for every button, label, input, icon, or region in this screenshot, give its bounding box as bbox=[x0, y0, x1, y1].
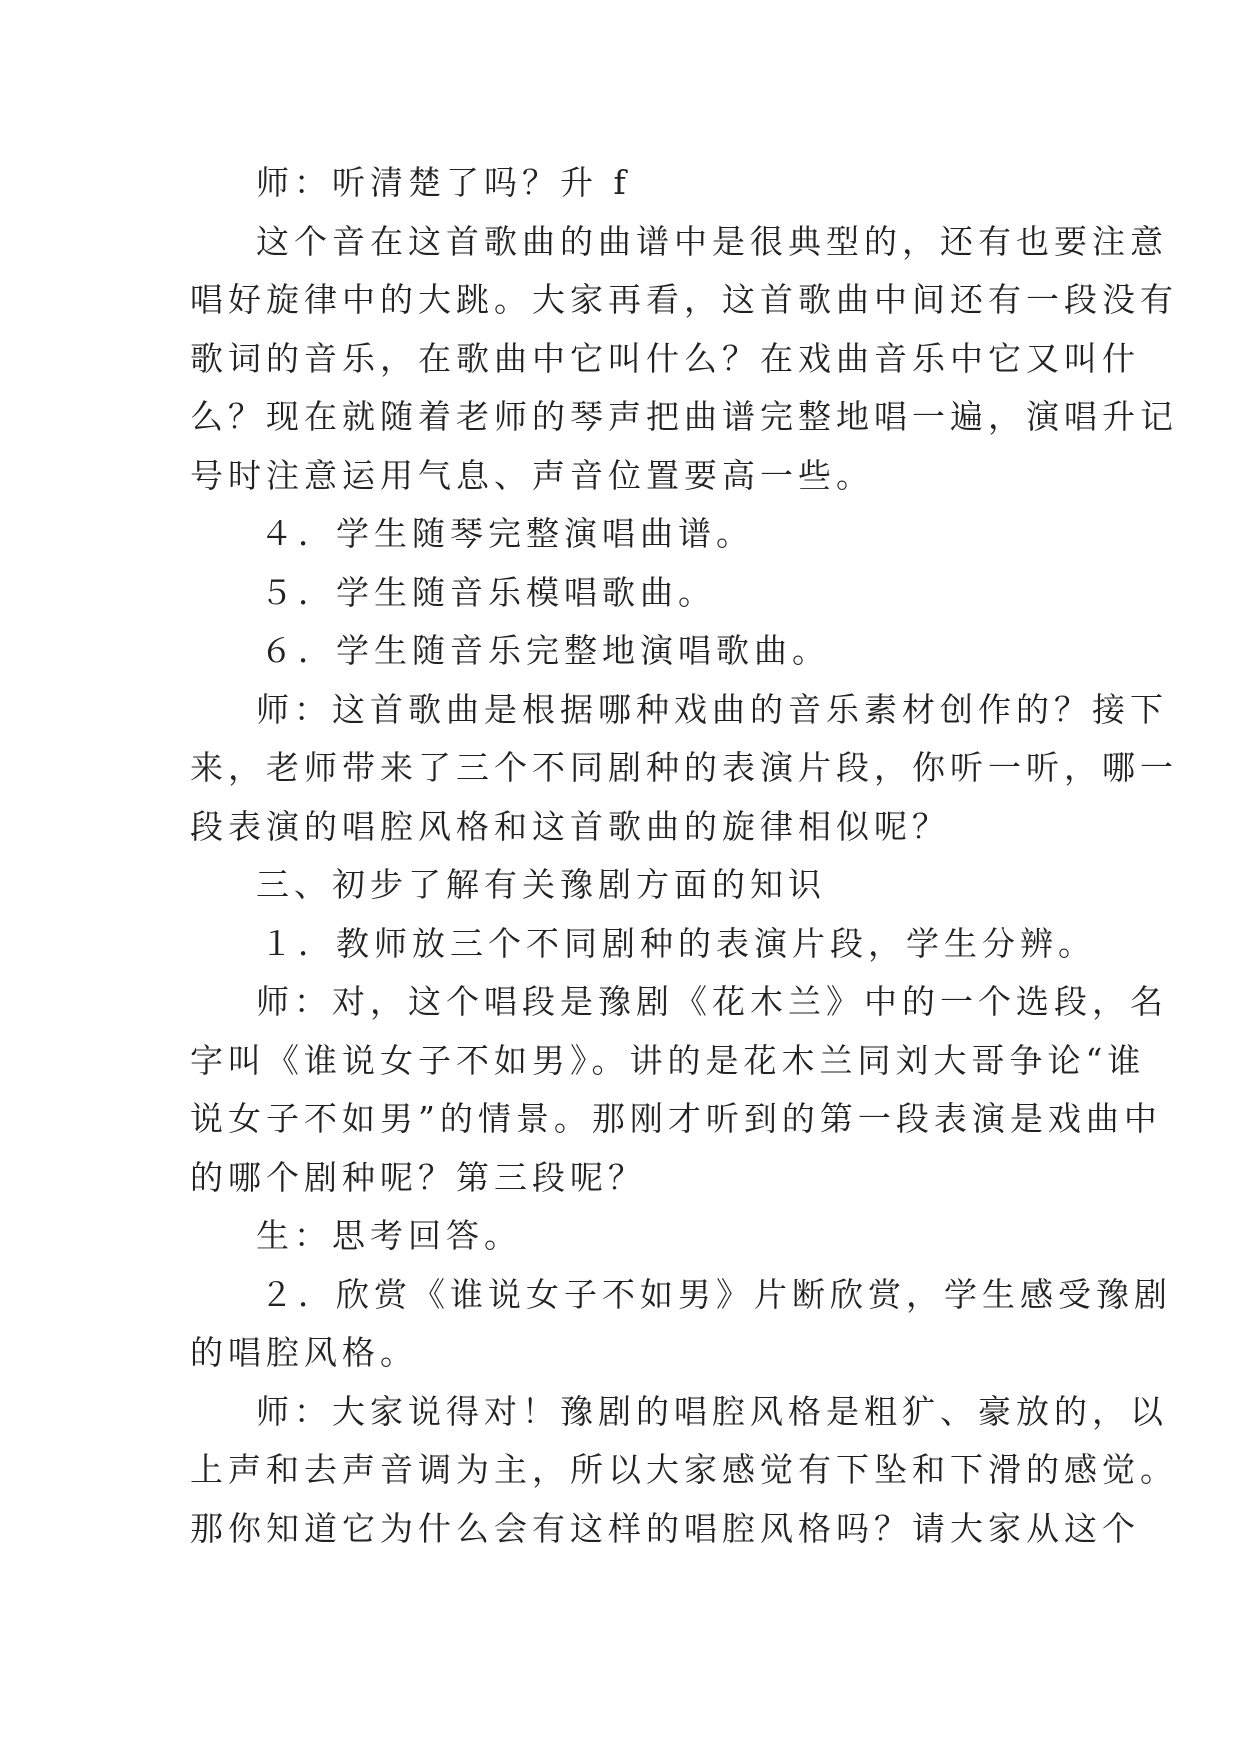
document-page bbox=[190, 154, 1178, 1558]
text-line: 师：对，这个唱段是豫剧《花木兰》中的一个选段，名 bbox=[256, 982, 1168, 1021]
list-item: １．教师放三个不同剧种的表演片段，学生分辨。 bbox=[260, 923, 1096, 963]
text-line: 的唱腔风格。 bbox=[190, 1333, 418, 1372]
text-line: 这个音在这首歌曲的曲谱中是很典型的，还有也要注意 bbox=[256, 221, 1168, 261]
text-line: 上声和去声音调为主，所以大家感觉有下坠和下滑的感觉。 bbox=[190, 1450, 1178, 1489]
text-line: 师：大家说得对！豫剧的唱腔风格是粗犷、豪放的，以 bbox=[256, 1391, 1168, 1431]
text-line: 那你知道它为什么会有这样的唱腔风格吗？请大家从这个 bbox=[190, 1508, 1140, 1548]
text-line: 说女子不如男”的情景。那刚才听到的第一段表演是戏曲中 bbox=[190, 1099, 1162, 1138]
text-line: 师：这首歌曲是根据哪种戏曲的音乐素材创作的？接下 bbox=[256, 689, 1168, 729]
text-line: 歌词的音乐，在歌曲中它叫什么？在戏曲音乐中它又叫什 bbox=[190, 338, 1140, 378]
text-line: 段表演的唱腔风格和这首歌曲的旋律相似呢？ bbox=[190, 806, 950, 846]
list-item: ２．欣赏《谁说女子不如男》片断欣赏，学生感受豫剧 bbox=[260, 1274, 1172, 1314]
text-line: 师：听清楚了吗？升 f bbox=[256, 163, 631, 202]
text-line: 唱好旋律中的大跳。大家再看，这首歌曲中间还有一段没有 bbox=[190, 280, 1178, 319]
list-item: ４．学生随琴完整演唱曲谱。 bbox=[260, 514, 754, 553]
section-heading: 三、初步了解有关豫剧方面的知识 bbox=[256, 865, 826, 904]
text-line: 的哪个剧种呢？第三段呢？ bbox=[190, 1157, 646, 1197]
text-line: 号时注意运用气息、声音位置要高一些。 bbox=[190, 455, 874, 495]
list-item: ６．学生随音乐完整地演唱歌曲。 bbox=[260, 631, 830, 670]
text-line: 生：思考回答。 bbox=[256, 1216, 522, 1255]
text-line: 么？现在就随着老师的琴声把曲谱完整地唱一遍，演唱升记 bbox=[190, 397, 1178, 436]
list-item: ５．学生随音乐模唱歌曲。 bbox=[260, 572, 716, 612]
text-line: 字叫《谁说女子不如男》。讲的是花木兰同刘大哥争论“谁 bbox=[190, 1040, 1146, 1080]
text-line: 来，老师带来了三个不同剧种的表演片段，你听一听，哪一 bbox=[190, 748, 1178, 787]
